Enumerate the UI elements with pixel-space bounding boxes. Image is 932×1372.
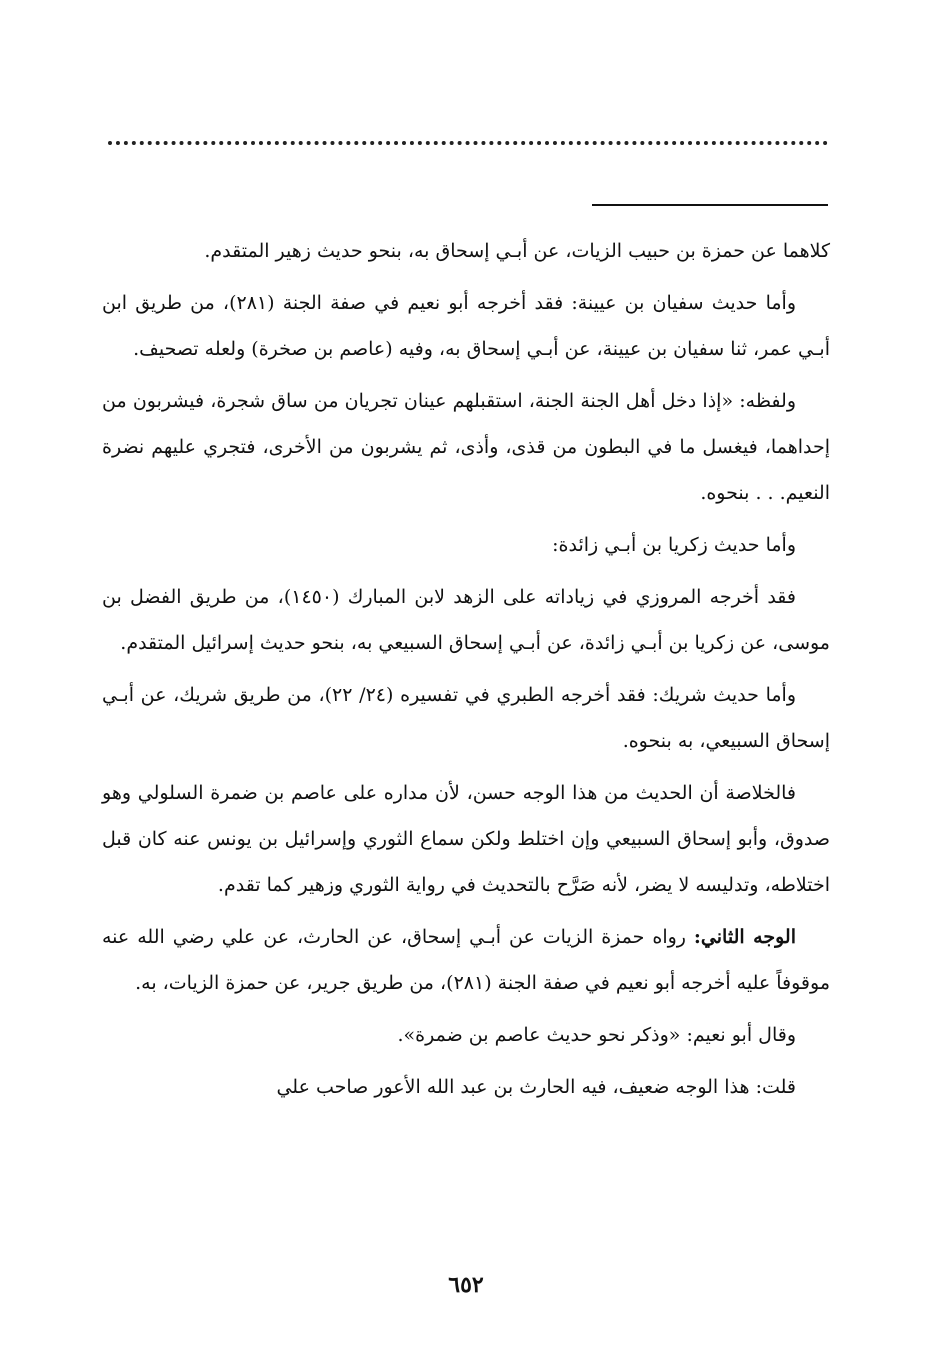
footnote-rule [592, 204, 828, 206]
paragraph-6: وأما حديث شريك: فقد أخرجه الطبري في تفسيره (٢٤/ ٢٢)، من طريق شريك، عن أبـي إسحاق السبيعي، به بنحوه. [102, 684, 830, 752]
dotted-separator [108, 141, 828, 145]
paragraph-8 [102, 914, 830, 1006]
paragraph-5: فقد أخرجه المروزي في زياداته على الزهد لابن المبارك (١٤٥٠)، من طريق الفضل بن موسى، عن زكريا بن أبـي زائدة، عن أبـي إسحاق السبيعي به، بنحو حديث إسرائيل المتقدم. [102, 586, 830, 654]
paragraph-8-text: رواه حمزة الزيات عن أبـي إسحاق، عن الحارث، عن علي رضي الله عنه موقوفاً عليه أخرجه أبو نعيم في صفة الجنة (٢٨١)، من طريق جرير، عن حمزة الزيات، به. [102, 926, 830, 994]
page-number: ٦٥٢ [448, 1272, 484, 1298]
paragraph-1: كلاهما عن حمزة بن حبيب الزيات، عن أبـي إسحاق به، بنحو حديث زهير المتقدم. [204, 240, 830, 262]
paragraph-9: وقال أبو نعيم: «وذكر نحو حديث عاصم بن ضمرة». [397, 1024, 796, 1046]
paragraph-3: ولفظه: «إذا دخل أهل الجنة الجنة، استقبلهم عينان تجريان من ساق شجرة، فيشربون من إحداهما، فيغسل ما في البطون من قذى، وأذى، ثم يشربون من الأخرى، فتجري عليهم نضرة النعيم. . . بنحوه. [102, 390, 830, 504]
paragraph-10: قلت: هذا الوجه ضعيف، فيه الحارث بن عبد الله الأعور صاحب علي [276, 1076, 796, 1098]
paragraph-2: وأما حديث سفيان بن عيينة: فقد أخرجه أبو نعيم في صفة الجنة (٢٨١)، من طريق ابن أبـي عمر، ثنا سفيان بن عيينة، عن أبـي إسحاق به، وفيه (عاصم بن صخرة) ولعله تصحيف. [102, 292, 830, 360]
body-text [102, 228, 830, 1116]
paragraph-8-lead: الوجه الثاني: [693, 926, 796, 948]
paragraph-7: فالخلاصة أن الحديث من هذا الوجه حسن، لأن مداره على عاصم بن ضمرة السلولي وهو صدوق، وأبو إسحاق السبيعي وإن اختلط ولكن سماع الثوري وإسرائيل بن يونس عنه كان قبل اختلاطه، وتدليسه لا يضر، لأنه صَرَّح بالتحديث في رواية الثوري وزهير كما تقدم. [102, 782, 830, 896]
paragraph-4: وأما حديث زكريا بن أبـي زائدة: [552, 534, 796, 556]
